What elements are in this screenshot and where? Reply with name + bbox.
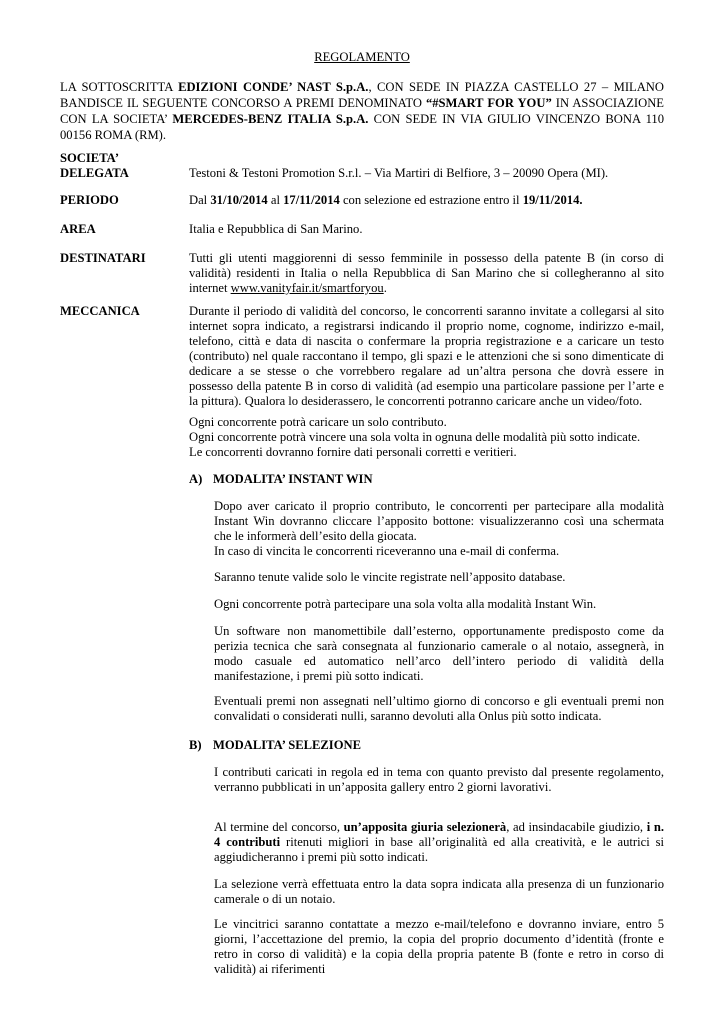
- intro-contest-name: “#SMART FOR YOU”: [425, 96, 552, 110]
- meccanica-label: MECCANICA: [60, 304, 140, 318]
- section-b-paragraph: I contributi caricati in regola ed in tema con quanto previsto dal presente regolamento, verranno pubblicati in un’apposita gallery entro 2 giorni lavorativi.: [214, 765, 664, 794]
- periodo-value: Dal 31/10/2014 al 17/11/2014 con selezione ed estrazione entro il 19/11/2014.: [189, 193, 583, 207]
- area-label: AREA: [60, 222, 96, 236]
- meccanica-rules: Ogni concorrente potrà caricare un solo contributo. Ogni concorrente potrà vincere una sola volta in ognuna delle modalità più sotto indicate. Le concorrenti dovranno fornire dati personali corretti e veritieri.: [189, 415, 641, 459]
- intro-text: , CON SEDE IN PIAZZA CASTELLO 27 – MILANO BANDISCE IL SEGUENTE CONCORSO A PREMI DENOMINATO: [60, 80, 664, 110]
- section-a-paragraph: Un software non manomettibile dall’esterno, opportunamente predisposto come da perizia tecnica che sarà consegnata al funzionario camerale o al notaio, assegnerà, in modo casuale ed automatico nell’arco dell’intero periodo di validità della manifestazione, i premi più sotto indicati.: [214, 624, 664, 683]
- destinatari-value: Tutti gli utenti maggiorenni di sesso femminile in possesso della patente B (in corso di validità) residenti in Italia o nella Repubblica di San Marino che si collegheranno al sito internet www.vanityfair.it/smartforyou.: [189, 251, 664, 295]
- intro-partner: MERCEDES-BENZ ITALIA S.p.A.: [172, 112, 369, 126]
- intro-text: CON SEDE IN VIA GIULIO VINCENZO BONA 110 00156 ROMA (RM).: [60, 112, 665, 142]
- intro-text: IN ASSOCIAZIONE CON LA SOCIETA’: [60, 96, 664, 126]
- area-value: Italia e Repubblica di San Marino.: [189, 222, 363, 236]
- section-b-paragraph: Le vincitrici saranno contattate a mezzo e-mail/telefono e dovranno inviare, entro 5 giorni, l’accettazione del premio, la copia del proprio documento d’identità (fronte e retro in corso di validità) e la copia della propria patente B (fonte e retro in corso di validità) ai riferimenti: [214, 917, 664, 976]
- section-b-heading: B) MODALITA’ SELEZIONE: [189, 738, 361, 752]
- intro-text: LA SOTTOSCRITTA: [60, 80, 179, 94]
- section-a-heading: A) MODALITA’ INSTANT WIN: [189, 472, 373, 486]
- section-b-paragraph: Al termine del concorso, un’apposita giuria selezionerà, ad insindacabile giudizio, i n. 4 contributi ritenuti migliori in base all’originalità ed alla creatività, e le autrici si aggiudicheranno i premi più sotto indicati.: [214, 820, 665, 864]
- section-a-paragraph: Dopo aver caricato il proprio contributo, le concorrenti per partecipare alla modalità Instant Win dovranno cliccare l’apposito bottone: visualizzeranno così una schermata che le informerà dell’esito della giocata. In caso di vincita le concorrenti riceveranno una e-mail di conferma.: [214, 499, 664, 558]
- societa-label: SOCIETA’ DELEGATA: [60, 151, 129, 180]
- page-title: REGOLAMENTO: [314, 50, 410, 64]
- section-b-paragraph: La selezione verrà effettuata entro la data sopra indicata alla presenza di un funzionario camerale o di un notaio.: [214, 877, 664, 906]
- meccanica-paragraph: Durante il periodo di validità del concorso, le concorrenti saranno invitate a collegarsi al sito internet sopra indicato, a registrarsi indicando il proprio nome, cognome, indirizzo e-mail, telefono, città e data di nascita o confermare la propria registrazione e a caricare un testo (contributo) nel quale raccontano il tempo, gli spazi e le attenzioni che si sono dimenticate di dedicare a se stesse o che vorrebbero regalare ad un’altra persona che dovrà essere in possesso della patente B in corso di validità (ad esempio una particolare passione per l’arte e la pittura). Qualora lo desiderassero, le concorrenti potranno caricare anche un video/foto.: [189, 304, 664, 408]
- destinatari-label: DESTINATARI: [60, 251, 146, 265]
- section-a-paragraph: Saranno tenute valide solo le vincite registrate nell’apposito database.: [214, 570, 566, 584]
- vanityfair-link[interactable]: www.vanityfair.it/smartforyou: [230, 281, 384, 295]
- section-a-paragraph: Eventuali premi non assegnati nell’ultimo giorno di concorso e gli eventuali premi non convalidati o considerati nulli, saranno devoluti alla Onlus più sotto indicata.: [214, 694, 664, 723]
- intro-company: EDIZIONI CONDE’ NAST S.p.A.: [178, 80, 369, 94]
- societa-value: Testoni & Testoni Promotion S.r.l. – Via Martiri di Belfiore, 3 – 20090 Opera (MI).: [189, 166, 609, 180]
- section-a-paragraph: Ogni concorrente potrà partecipare una sola volta alla modalità Instant Win.: [214, 597, 597, 611]
- intro-paragraph: [60, 79, 664, 143]
- periodo-label: PERIODO: [60, 193, 119, 207]
